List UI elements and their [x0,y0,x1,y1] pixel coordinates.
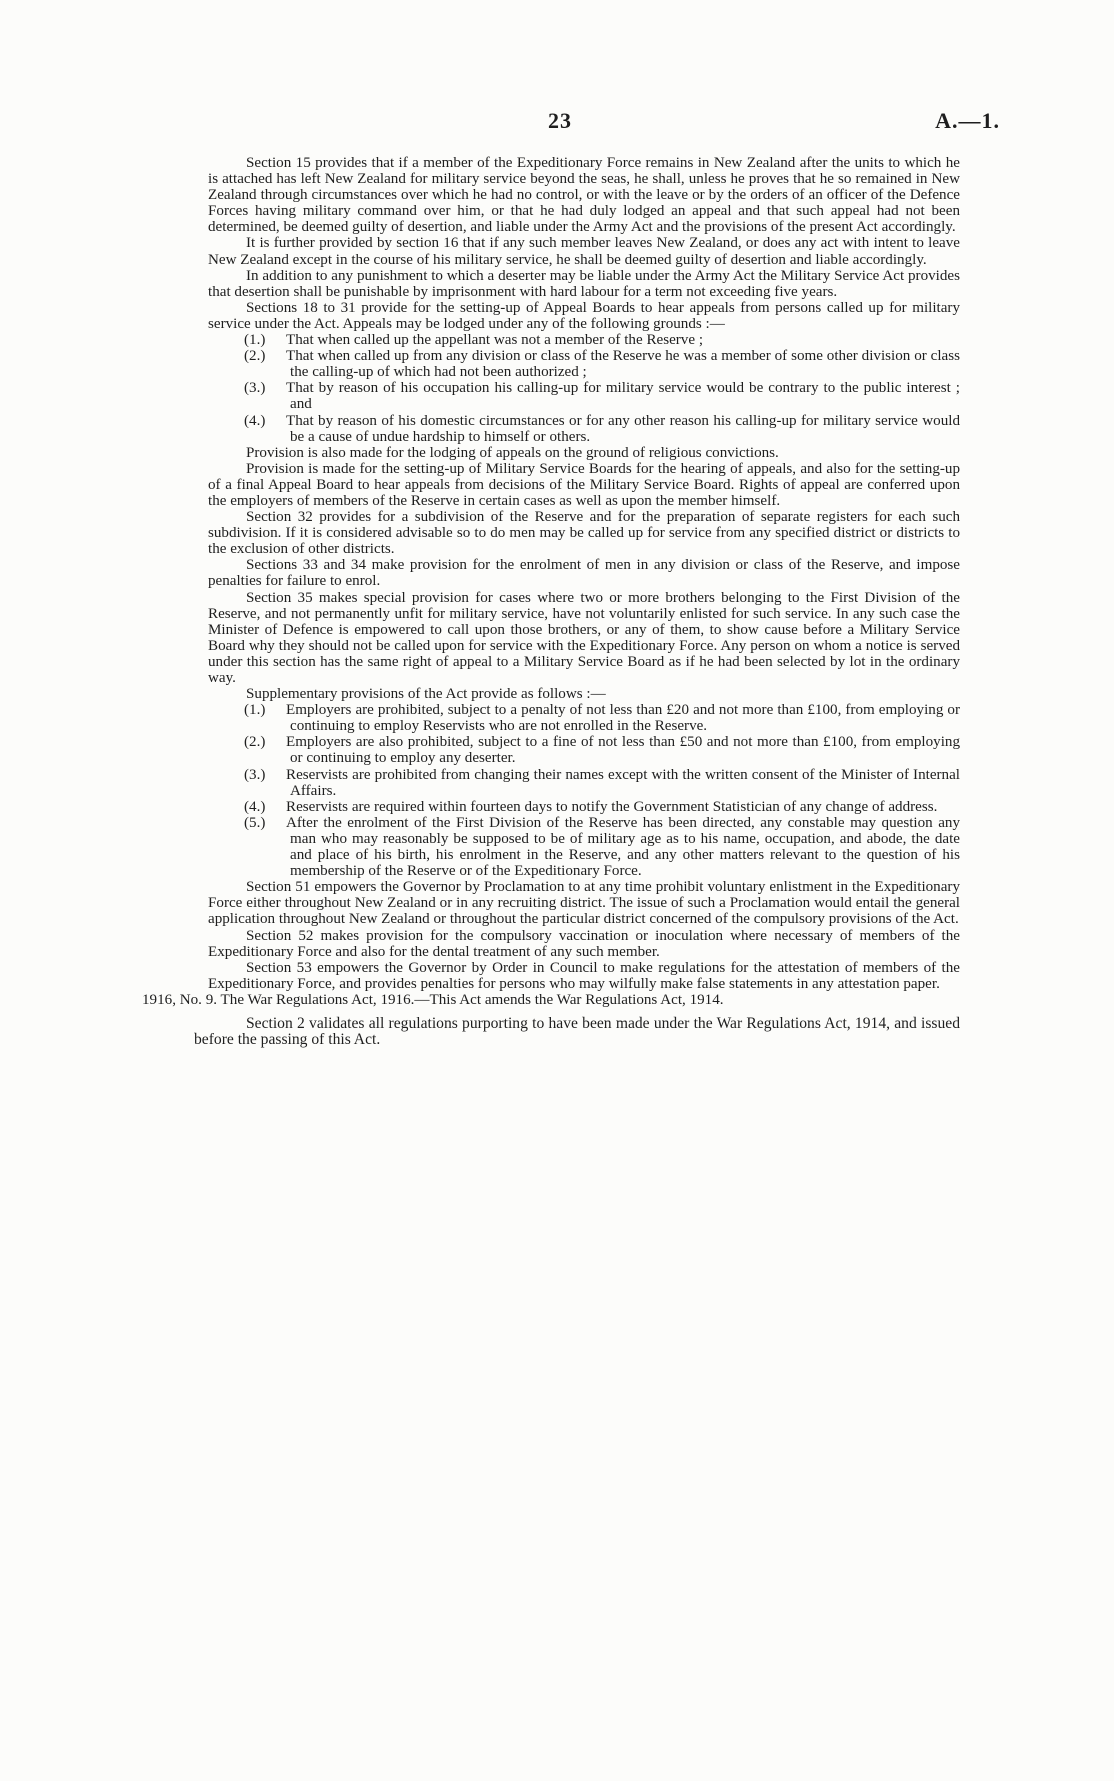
clause-number: (4.) [244,798,266,815]
clause-text: That when called up the appellant was not a member of the Reserve ; [286,332,704,349]
list-item [208,799,960,815]
paragraph-section-16: It is further provided by section 16 that if any such member leaves New Zealand, or does any act with intent to leave New Zealand except in the course of his military service, he shall be deemed guilty of desertion and liable accordingly. [208,235,960,268]
paragraph-section-51: Section 51 empowers the Governor by Proclamation to at any time prohibit voluntary enlistment in the Expeditionary Force either throughout New Zealand or in any recruiting district. The issue of such a Proclamation would entail the general application throughout New Zealand or throughout the particular district concerned of the compulsory provisions of the Act. [208,879,960,928]
clause-text: That when called up from any division or class of the Reserve he was a member of some other division or class the calling-up of which had not been authorized ; [286,348,960,381]
paragraph-punishment: In addition to any punishment to which a deserter may be liable under the Army Act the Military Service Act provides that desertion shall be punishable by imprisonment with hard labour for a term not exceeding five years. [208,267,960,300]
list-item [208,815,960,879]
clause-number: (1.) [244,332,266,349]
paragraph-sections-33-34: Sections 33 and 34 make provision for the enrolment of men in any division or class of the Reserve, and impose penalties for failure to enrol. [208,557,960,590]
list-item [208,413,960,445]
clause-text: Reservists are prohibited from changing their names except with the written consent of the Minister of Internal Affairs. [286,766,960,799]
clause-text: That by reason of his occupation his calling-up for military service would be contrary to the public interest ; and [286,380,960,413]
paragraph-section-52: Section 52 makes provision for the compulsory vaccination or inoculation where necessary of members of the Expeditionary Force and also for the dental treatment of any such member. [208,927,960,960]
list-item [208,332,960,348]
paragraph-supplementary: Supplementary provisions of the Act provide as follows :— [246,686,606,703]
clause-number: (2.) [244,734,266,751]
clause-text: Employers are also prohibited, subject to a fine of not less than £50 and not more than £100, from employing or continuing to employ any deserter. [286,734,960,767]
clause-text: Reservists are required within fourteen days to notify the Government Statistician of any change of address. [286,798,938,815]
series-reference: A.—1. [935,108,1000,133]
clause-text: That by reason of his domestic circumstances or for any other reason his calling-up for military service would be a cause of undue hardship to himself or others. [286,412,960,445]
clause-text: Employers are prohibited, subject to a penalty of not less than £20 and not more than £100, from employing or continuing to employ Reservists who are not enrolled in the Reserve. [286,702,960,735]
paragraph-boards: Provision is made for the setting-up of Military Service Boards for the hearing of appeals, and also for the setting-up of a final Appeal Board to hear appeals from decisions of the Military Service Board. Rights of appeal are conferred upon the employers of members of the Reserve in certain cases as well as upon the member himself. [208,460,960,509]
paragraph-section-53: Section 53 empowers the Governor by Order in Council to make regulations for the attestation of members of the Expeditionary Force, and provides penalties for persons who may wilfully make false statements in any attestation paper. [208,959,960,992]
paragraph-section-32: Section 32 provides for a subdivision of the Reserve and for the preparation of separate registers for each such subdivision. If it is considered advisable so to do men may be called up for service from any specified district or districts to the exclusion of other districts. [208,509,960,558]
clause-number: (1.) [244,702,266,719]
paragraph-section-35: Section 35 makes special provision for cases where two or more brothers belonging to the First Division of the Reserve, and not permanently unfit for military service, have not voluntarily enlisted for such service. In any such case the Minister of Defence is empowered to call upon those brothers, or any of them, to show cause before a Military Service Board why they should not be called upon for service with the Expeditionary Force. Any person on whom a notice is served under this section has the same right of appeal to a Military Service Board as if he had been selected by lot in the ordinary way. [208,589,960,686]
list-item [208,767,960,799]
list-item [208,380,960,412]
document-body [142,155,960,1049]
page-number: 23 [548,108,572,133]
clause-text: After the enrolment of the First Division of the Reserve has been directed, any constable may question any man who may reasonably be supposed to be of military age as to his name, occupation, and abode, the date and place of his birth, his enrolment in the Reserve, and any other matters relevant to the question of his membership of the Reserve or of the Expeditionary Force. [286,814,960,880]
clause-number: (5.) [244,814,266,831]
supplementary-provisions-list [208,702,960,879]
clause-number: (4.) [244,412,266,429]
list-item [208,348,960,380]
clause-number: (2.) [244,348,266,365]
list-item [208,734,960,766]
paragraph-section-2: Section 2 validates all regulations purporting to have been made under the War Regulations Act, 1914, and issued before the passing of this Act. [194,1014,960,1049]
appeal-grounds-list [208,332,960,445]
paragraph-war-regulations-act: 1916, No. 9. The War Regulations Act, 1916.—This Act amends the War Regulations Act, 1914. [142,991,724,1008]
list-item [208,702,960,734]
paragraph-section-15: Section 15 provides that if a member of the Expeditionary Force remains in New Zealand after the units to which he is attached has left New Zealand for military service beyond the seas, he shall, unless he proves that he so remained in New Zealand through circumstances over which he had no control, or with the leave or by the orders of an officer of the Defence Forces having military command over him, or that he had duly lodged an appeal and that such appeal had not been determined, be deemed guilty of desertion, and liable under the Army Act and the provisions of the present Act accordingly. [208,155,960,236]
paragraph-religious: Provision is also made for the lodging of appeals on the ground of religious convictions. [246,444,779,461]
paragraph-sections-18-31: Sections 18 to 31 provide for the setting-up of Appeal Boards to hear appeals from persons called up for military service under the Act. Appeals may be lodged under any of the following grounds :— [208,299,960,332]
clause-number: (3.) [244,380,266,397]
clause-number: (3.) [244,766,266,783]
